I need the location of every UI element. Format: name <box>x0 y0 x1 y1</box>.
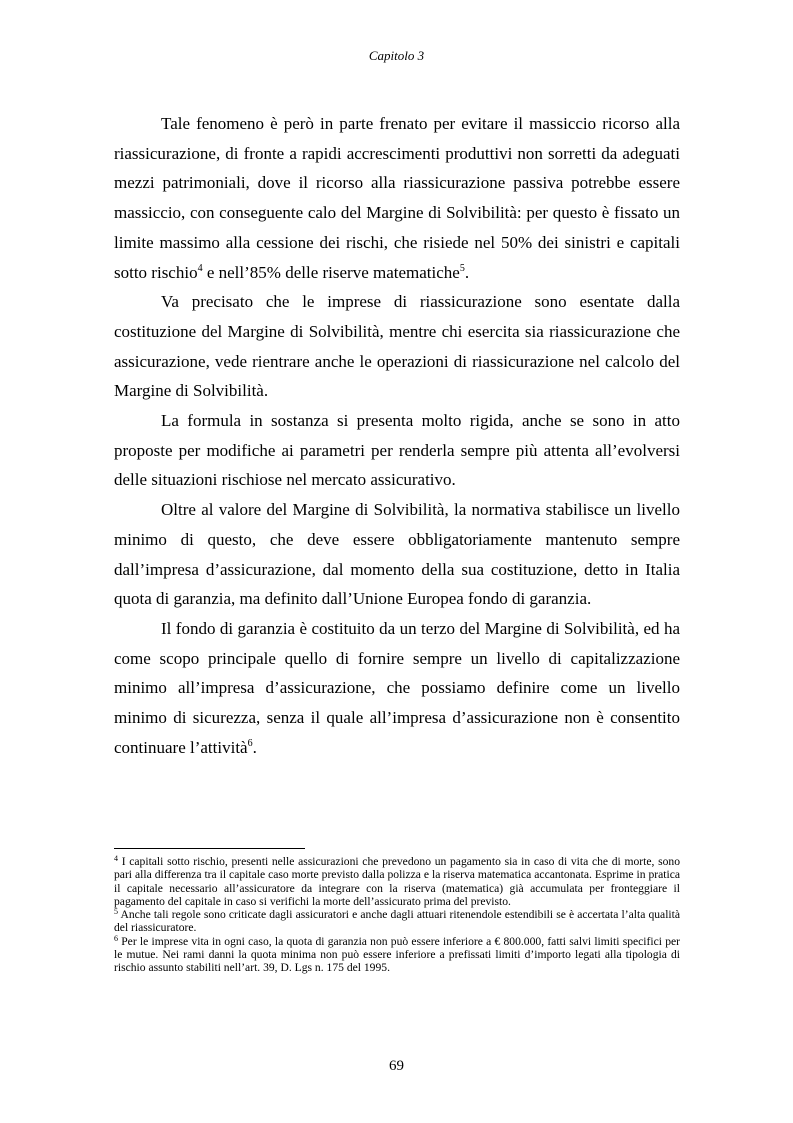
footnote-ref[interactable]: 4 <box>197 262 203 274</box>
page-number: 69 <box>389 1058 404 1074</box>
body-text <box>114 109 680 762</box>
paragraph: Il fondo di garanzia è costituito da un terzo del Margine di Solvibilità, ed ha come scopo principale quello di fornire sempre un livello di capitalizzazione minimo all’impresa d’assicurazione, che possiamo definire come un livello minimo di sicurezza, senza il quale all’impresa d’assicurazione non è consentito continuare l’attività$^6$. <box>114 618 680 757</box>
paragraph: Va precisato che le imprese di riassicurazione sono esentate dalla costituzione del Margine di Solvibilità, mentre chi esercita sia riassicurazione che assicurazione, vede rientrare anche le operazioni di riassicurazione nel calcolo del Margine di Solvibilità. <box>114 292 680 401</box>
chapter-header: Capitolo 3 <box>368 48 425 63</box>
footnote-number: 6 <box>114 933 118 943</box>
footnote-ref[interactable]: 5 <box>459 262 465 274</box>
footnote-separator <box>114 848 305 849</box>
footnote-number: 4 <box>114 854 118 863</box>
footnote-number: 5 <box>114 907 118 917</box>
paragraph: Tale fenomeno è però in parte frenato per evitare il massiccio ricorso alla riassicurazione, di fronte a rapidi accrescimenti produttivi non sorretti da adeguati mezzi patrimoniali, dove il ricorso alla riassicurazione passiva potrebbe essere massiccio, con conseguente calo del Margine di Solvibilità: per questo è fissato un limite massimo alla cessione dei rischi, che risiede nel 50% dei sinistri e capitali sotto rischio$^4$ e nell’85% delle riserve matematiche$^5$. <box>114 114 680 282</box>
paragraph: La formula in sostanza si presenta molto rigida, anche se sono in atto proposte per modifiche ai parametri per renderla sempre più attenta all’evolversi delle situazioni rischiose nel mercato assicurativo. <box>114 411 680 490</box>
footnote: $^4$ I capitali sotto rischio, presenti nelle assicurazioni che prevedono un pagamento sia in caso di vita che di morte, sono pari alla differenza tra il capitale caso morte previsto dalla polizza e la riserva matematica accantonata. Esprime in pratica il capitale necessario all’assicuratore da integrare con la riserva (matematica) già accumulata per fronteggiare il pagamento del capitale in caso si verifichi la morte dell’assicurato prima del previsto. <box>114 854 680 908</box>
footnotes <box>114 855 680 975</box>
footnote-ref[interactable]: 6 <box>247 737 253 749</box>
paragraph: Oltre al valore del Margine di Solvibilità, la normativa stabilisce un livello minimo di questo, che deve essere obbligatoriamente mantenuto sempre dall’impresa d’assicurazione, dal momento della sua costituzione, detto in Italia quota di garanzia, ma definito dall’Unione Europea fondo di garanzia. <box>114 500 680 609</box>
footnote: $^6$ Per le imprese vita in ogni caso, la quota di garanzia non può essere inferiore a € 800.000, fatti salvi limiti specifici per le mutue. Nei rami danni la quota minima non può essere inferiore a prefissati limiti d’importo legati alla tipologia di rischio assunto stabiliti nell’art. 39, D. Lgs n. 175 del 1995. <box>114 933 680 975</box>
footnote: $^5$ Anche tali regole sono criticate dagli assicuratori e anche dagli attuari ritenendole estendibili se è accertata l’alta qualità del riassicuratore. <box>114 907 680 935</box>
